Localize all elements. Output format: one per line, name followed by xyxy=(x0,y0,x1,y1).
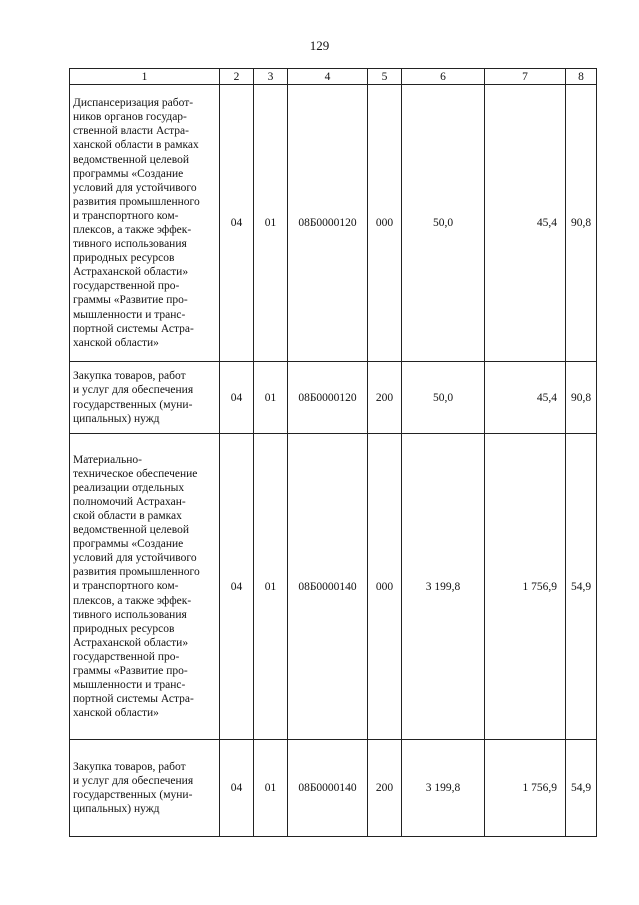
cell-col8: 54,9 xyxy=(566,434,597,740)
cell-subsection: 01 xyxy=(254,434,288,740)
cell-col8: 90,8 xyxy=(566,362,597,434)
row-description: Закупка товаров, работ и услуг для обеспечения государственных (муни- ципальных) нужд xyxy=(70,740,220,837)
cell-col6: 3 199,8 xyxy=(402,740,485,837)
cell-expense-type: 000 xyxy=(368,85,402,362)
page-number: 129 xyxy=(309,38,330,53)
table-row xyxy=(70,85,597,362)
cell-target-article: 08Б0000120 xyxy=(288,362,368,434)
table-row xyxy=(70,434,597,740)
cell-target-article: 08Б0000140 xyxy=(288,740,368,837)
cell-section: 04 xyxy=(220,362,254,434)
cell-expense-type: 200 xyxy=(368,740,402,837)
table-row xyxy=(70,740,597,837)
header-cell: 6 xyxy=(402,69,485,85)
header-cell: 7 xyxy=(485,69,566,85)
cell-col6: 3 199,8 xyxy=(402,434,485,740)
cell-col6: 50,0 xyxy=(402,362,485,434)
header-cell: 8 xyxy=(566,69,597,85)
header-cell: 2 xyxy=(220,69,254,85)
cell-expense-type: 200 xyxy=(368,362,402,434)
row-description: Закупка товаров, работ и услуг для обеспечения государственных (муни- ципальных) нужд xyxy=(70,362,220,434)
row-description: Диспансеризация работ- ников органов государ- ственной власти Астра- ханской области в рамках ведомственной целевой программы «Создание условий для устойчивого развития промышленного и транспортного ком- плексов, а также эффек- тивного использования природных ресурсов Астраханской области» государственной про- граммы «Развитие про- мышленности и транс- портной системы Астра- ханской области» xyxy=(70,85,220,362)
cell-col7: 1 756,9 xyxy=(485,434,566,740)
cell-target-article: 08Б0000140 xyxy=(288,434,368,740)
cell-subsection: 01 xyxy=(254,362,288,434)
cell-col8: 90,8 xyxy=(566,85,597,362)
header-cell: 4 xyxy=(288,69,368,85)
cell-col7: 45,4 xyxy=(485,362,566,434)
cell-subsection: 01 xyxy=(254,85,288,362)
cell-target-article: 08Б0000120 xyxy=(288,85,368,362)
row-description: Материально- техническое обеспечение реализации отдельных полномочий Астрахан- ской области в рамках ведомственной целевой программы «Создание условий для устойчивого развития промышленного и транспортного ком- плексов, а также эффек- тивного использования природных ресурсов Астраханской области» государственной про- граммы «Развитие про- мышленности и транс- портной системы Астра- ханской области» xyxy=(70,434,220,740)
cell-section: 04 xyxy=(220,85,254,362)
cell-col8: 54,9 xyxy=(566,740,597,837)
cell-col7: 45,4 xyxy=(485,85,566,362)
header-cell: 5 xyxy=(368,69,402,85)
cell-subsection: 01 xyxy=(254,740,288,837)
cell-expense-type: 000 xyxy=(368,434,402,740)
header-cell: 1 xyxy=(70,69,220,85)
header-row xyxy=(70,69,597,85)
header-cell: 3 xyxy=(254,69,288,85)
budget-table xyxy=(69,68,597,837)
table-row xyxy=(70,362,597,434)
cell-section: 04 xyxy=(220,434,254,740)
cell-section: 04 xyxy=(220,740,254,837)
cell-col6: 50,0 xyxy=(402,85,485,362)
cell-col7: 1 756,9 xyxy=(485,740,566,837)
